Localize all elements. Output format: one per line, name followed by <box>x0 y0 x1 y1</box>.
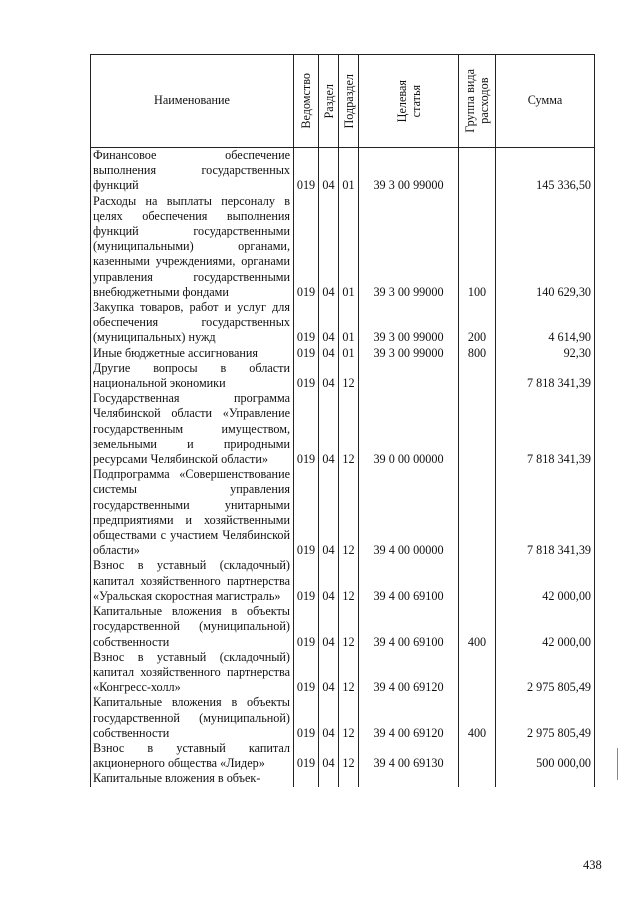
row-subsection: 01 <box>339 148 359 194</box>
row-target: 39 0 00 00000 <box>359 391 459 467</box>
row-sum <box>496 771 595 786</box>
row-expense-group <box>459 771 496 786</box>
header-sum: Сумма <box>496 55 595 148</box>
row-name: Финансовое обеспечение выполнения государственных функций <box>91 148 294 194</box>
row-expense-group <box>459 391 496 467</box>
row-name: Капитальные вложения в объекты государственной (муниципальной) собственности <box>91 604 294 650</box>
row-target: 39 4 00 69130 <box>359 741 459 771</box>
row-dept: 019 <box>294 467 319 558</box>
row-sum: 500 000,00 <box>496 741 595 771</box>
row-section: 04 <box>319 604 339 650</box>
row-section: 04 <box>319 741 339 771</box>
row-sum: 4 614,90 <box>496 300 595 346</box>
table-row <box>91 194 595 300</box>
row-section: 04 <box>319 300 339 346</box>
row-expense-group <box>459 741 496 771</box>
header-subsection: Подраздел <box>341 73 356 129</box>
row-expense-group: 100 <box>459 194 496 300</box>
row-dept <box>294 771 319 786</box>
row-subsection: 12 <box>339 741 359 771</box>
row-target: 39 3 00 99000 <box>359 300 459 346</box>
table-row <box>91 391 595 467</box>
row-name: Взнос в уставный (складочный) капитал хозяйственного партнерства «Уральская скоростная магистраль» <box>91 558 294 604</box>
row-name: Взнос в уставный (складочный) капитал хозяйственного партнерства «Конгресс-холл» <box>91 650 294 696</box>
table-row <box>91 361 595 391</box>
row-subsection: 12 <box>339 695 359 741</box>
row-name: Подпрограмма «Совершенствование системы управления государственными унитарными предприятиями и хозяйственными обществами с участием Челябинской области» <box>91 467 294 558</box>
table-row <box>91 300 595 346</box>
row-name: Другие вопросы в области национальной экономики <box>91 361 294 391</box>
row-dept: 019 <box>294 361 319 391</box>
table-row <box>91 695 595 741</box>
row-dept: 019 <box>294 650 319 696</box>
row-sum: 42 000,00 <box>496 558 595 604</box>
row-dept: 019 <box>294 148 319 194</box>
row-subsection: 01 <box>339 300 359 346</box>
row-target <box>359 361 459 391</box>
row-expense-group <box>459 361 496 391</box>
row-expense-group: 200 <box>459 300 496 346</box>
row-name: Взнос в уставный капитал акционерного общества «Лидер» <box>91 741 294 771</box>
row-section: 04 <box>319 346 339 361</box>
header-dept: Ведомство <box>299 73 313 129</box>
row-dept: 019 <box>294 300 319 346</box>
row-target: 39 4 00 69120 <box>359 650 459 696</box>
table-row <box>91 650 595 696</box>
row-section: 04 <box>319 558 339 604</box>
table-header-row <box>91 55 595 148</box>
row-name: Закупка товаров, работ и услуг для обеспечения государственных (муниципальных) нужд <box>91 300 294 346</box>
row-sum: 7 818 341,39 <box>496 467 595 558</box>
row-subsection: 12 <box>339 391 359 467</box>
row-section <box>319 771 339 786</box>
header-target: Целевая статья <box>394 79 423 123</box>
row-target: 39 3 00 99000 <box>359 194 459 300</box>
row-dept: 019 <box>294 194 319 300</box>
row-sum: 140 629,30 <box>496 194 595 300</box>
table-row <box>91 148 595 194</box>
row-dept: 019 <box>294 604 319 650</box>
row-target: 39 4 00 69100 <box>359 558 459 604</box>
row-dept: 019 <box>294 695 319 741</box>
row-dept: 019 <box>294 346 319 361</box>
row-expense-group <box>459 650 496 696</box>
table-body <box>91 148 595 787</box>
row-sum: 7 818 341,39 <box>496 391 595 467</box>
row-name: Расходы на выплаты персоналу в целях обеспечения выполнения функций государственными (муниципальными) органами, казенными учреждениями, органами управления государственными внебюджетными фондами <box>91 194 294 300</box>
row-section: 04 <box>319 148 339 194</box>
row-target: 39 4 00 69120 <box>359 695 459 741</box>
header-name: Наименование <box>91 55 294 148</box>
row-section: 04 <box>319 650 339 696</box>
budget-table <box>90 54 595 787</box>
row-target <box>359 771 459 786</box>
row-sum: 7 818 341,39 <box>496 361 595 391</box>
table-row <box>91 346 595 361</box>
row-subsection: 01 <box>339 346 359 361</box>
header-expense-group: Группа вида расходов <box>463 69 491 133</box>
row-subsection: 12 <box>339 467 359 558</box>
table-row <box>91 467 595 558</box>
table-row <box>91 558 595 604</box>
row-name: Капитальные вложения в объек- <box>91 771 294 786</box>
page-number: 438 <box>583 858 602 872</box>
row-sum: 2 975 805,49 <box>496 695 595 741</box>
table-row <box>91 741 595 771</box>
row-sum: 145 336,50 <box>496 148 595 194</box>
row-section: 04 <box>319 467 339 558</box>
row-expense-group <box>459 467 496 558</box>
row-section: 04 <box>319 361 339 391</box>
row-subsection: 01 <box>339 194 359 300</box>
row-section: 04 <box>319 695 339 741</box>
row-section: 04 <box>319 391 339 467</box>
row-expense-group: 800 <box>459 346 496 361</box>
row-expense-group: 400 <box>459 604 496 650</box>
header-section: Раздел <box>321 83 336 119</box>
row-subsection: 12 <box>339 650 359 696</box>
table-row <box>91 604 595 650</box>
row-target: 39 4 00 69100 <box>359 604 459 650</box>
row-sum: 2 975 805,49 <box>496 650 595 696</box>
margin-mark <box>617 748 618 780</box>
row-expense-group: 400 <box>459 695 496 741</box>
row-dept: 019 <box>294 558 319 604</box>
row-sum: 92,30 <box>496 346 595 361</box>
row-sum: 42 000,00 <box>496 604 595 650</box>
row-subsection: 12 <box>339 604 359 650</box>
row-name: Капитальные вложения в объекты государственной (муниципальной) собственности <box>91 695 294 741</box>
row-name: Иные бюджетные ассигнования <box>91 346 294 361</box>
row-target: 39 3 00 99000 <box>359 346 459 361</box>
row-section: 04 <box>319 194 339 300</box>
row-target: 39 4 00 00000 <box>359 467 459 558</box>
row-dept: 019 <box>294 391 319 467</box>
row-name: Государственная программа Челябинской области «Управление государственным имуществом, земельными и природными ресурсами Челябинской области» <box>91 391 294 467</box>
row-subsection: 12 <box>339 361 359 391</box>
row-target: 39 3 00 99000 <box>359 148 459 194</box>
table-row <box>91 771 595 786</box>
row-subsection: 12 <box>339 558 359 604</box>
row-expense-group <box>459 558 496 604</box>
row-subsection <box>339 771 359 786</box>
row-dept: 019 <box>294 741 319 771</box>
row-expense-group <box>459 148 496 194</box>
